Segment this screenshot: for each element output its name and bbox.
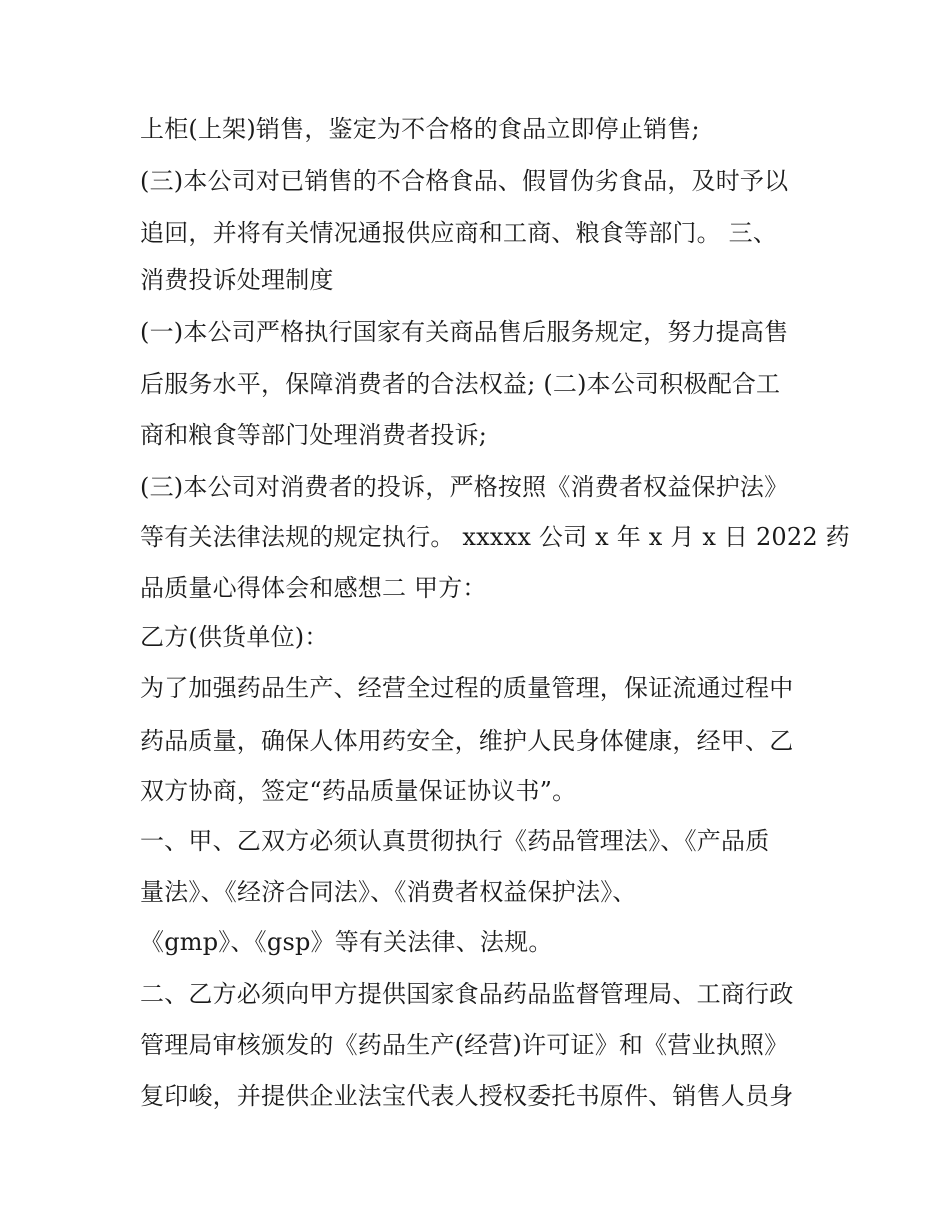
text-line: 为了加强药品生产、经营全过程的质量管理，保证流通过程中 xyxy=(140,674,794,702)
text-line: 乙方(供货单位)： xyxy=(140,623,329,651)
text-line: (三)本公司对消费者的投诉，严格按照《消费者权益保护法》 xyxy=(140,473,789,501)
text-line: 复印峻，并提供企业法宝代表人授权委托书原件、销售人员身 xyxy=(140,1082,794,1110)
text-line: 药品质量，确保人体用药安全，维护人民身体健康，经甲、乙 xyxy=(140,727,794,755)
text-line: 商和粮食等部门处理消费者投诉; xyxy=(140,421,488,449)
text-line: (三)本公司对已销售的不合格食品、假冒伪劣食品，及时予以 xyxy=(140,167,789,195)
text-line: 《gmp》、《gsp》等有关法律、法规。 xyxy=(140,928,553,956)
text-line: (一)本公司严格执行国家有关商品售后服务规定，努力提高售 xyxy=(140,318,789,346)
text-line: 追回，并将有关情况通报供应商和工商、粮食等部门。 三、 xyxy=(140,219,778,247)
text-line: 上柜(上架)销售，鉴定为不合格的食品立即停止销售; xyxy=(140,115,700,143)
text-line: 消费投诉处理制度 xyxy=(140,266,334,294)
text-line: 管理局审核颁发的《药品生产(经营)许可证》和《营业执照》 xyxy=(140,1031,789,1059)
text-line: 一、甲、乙双方必须认真贯彻执行《药品管理法》、《产品质 xyxy=(140,827,770,855)
text-line: 等有关法律法规的规定执行。 xxxxx 公司 x 年 x 月 x 日 2022 药 xyxy=(140,523,850,551)
text-line: 品质量心得体会和感想二 甲方： xyxy=(140,574,487,602)
text-line: 双方协商，签定“药品质量保证协议书”。 xyxy=(140,777,577,805)
text-line: 量法》、《经济合同法》、《消费者权益保护法》、 xyxy=(140,878,637,906)
text-line: 后服务水平，保障消费者的合法权益; (二)本公司积极配合工 xyxy=(140,370,781,398)
text-line: 二、乙方必须向甲方提供国家食品药品监督管理局、工商行政 xyxy=(140,980,794,1008)
